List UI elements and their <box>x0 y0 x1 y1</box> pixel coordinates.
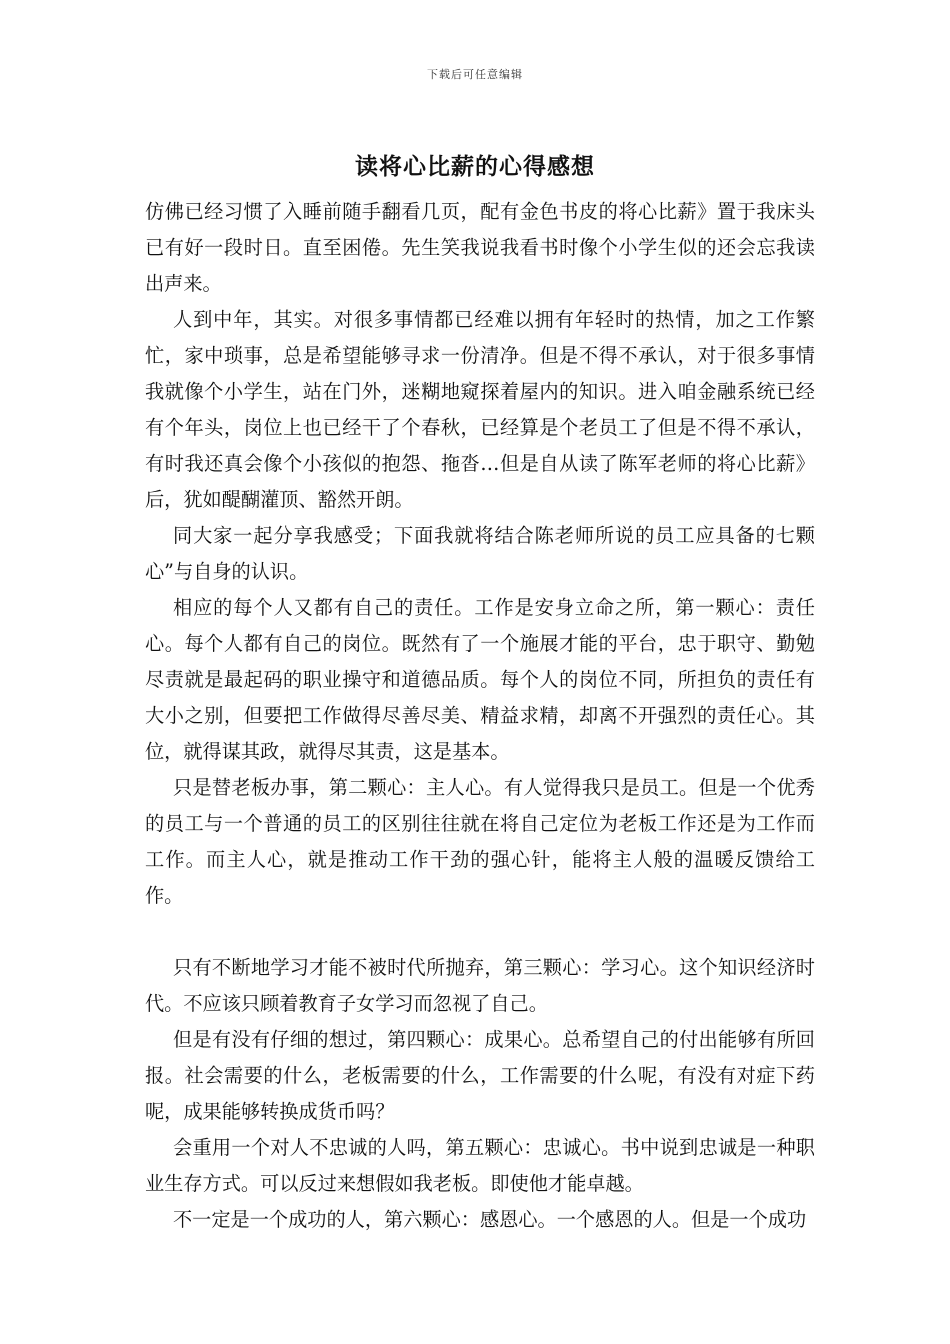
paragraph-6: 只有不断地学习才能不被时代所抛弃，第三颗心：学习心。这个知识经济时代。不应该只顾着教育子女学习而忽视了自己。 <box>145 956 815 1015</box>
paragraph-3: 同大家一起分享我感受；下面我就将结合陈老师所说的员工应具备的七颗心”与自身的认识。 <box>145 524 815 583</box>
paragraph-5: 只是替老板办事，第二颗心：主人心。有人觉得我只是员工。但是一个优秀的员工与一个普通的员工的区别往往就在将自己定位为老板工作还是为工作而工作。而主人心，就是推动工作干劲的强心针，能将主人般的温暖反馈给工作。 <box>145 776 815 907</box>
header-note: 下载后可任意编辑 <box>427 68 523 81</box>
paragraph-4: 相应的每个人又都有自己的责任。工作是安身立命之所，第一颗心：责任心。每个人都有自己的岗位。既然有了一个施展才能的平台，忠于职守、勤勉尽责就是最起码的职业操守和道德品质。每个人的岗位不同，所担负的责任有大小之别，但要把工作做得尽善尽美、精益求精，却离不开强烈的责任心。其位，就得谋其政，就得尽其责，这是基本。 <box>145 596 815 763</box>
paragraph-9: 不一定是一个成功的人，第六颗心：感恩心。一个感恩的人。但是一个成功 <box>173 1208 807 1231</box>
paragraph-8: 会重用一个对人不忠诚的人吗，第五颗心：忠诚心。书中说到忠诚是一种职业生存方式。可以反过来想假如我老板。即使他才能卓越。 <box>145 1136 815 1195</box>
paragraph-1: 仿佛已经习惯了入睡前随手翻看几页，配有金色书皮的将心比薪》置于我床头已有好一段时日。直至困倦。先生笑我说我看书时像个小学生似的还会忘我读出声来。 <box>145 200 815 295</box>
blank-line <box>145 914 815 950</box>
paragraph-7: 但是有没有仔细的想过，第四颗心：成果心。总希望自己的付出能够有所回报。社会需要的什么，老板需要的什么，工作需要的什么呢，有没有对症下药呢，成果能够转换成货币吗？ <box>145 1028 815 1123</box>
paragraph-2: 人到中年，其实。对很多事情都已经难以拥有年轻时的热情，加之工作繁忙，家中琐事，总是希望能够寻求一份清净。但是不得不承认，对于很多事情我就像个小学生，站在门外，迷糊地窥探着屋内的知识。进入咱金融系统已经有个年头，岗位上也已经干了个春秋，已经算是个老员工了但是不得不承认，有时我还真会像个小孩似的抱怨、拖沓…但是自从读了陈军老师的将心比薪》后，犹如醍醐灌顶、豁然开朗。 <box>145 308 815 511</box>
document-body <box>145 194 815 1238</box>
document-title: 读将心比薪的心得感想 <box>355 153 595 180</box>
